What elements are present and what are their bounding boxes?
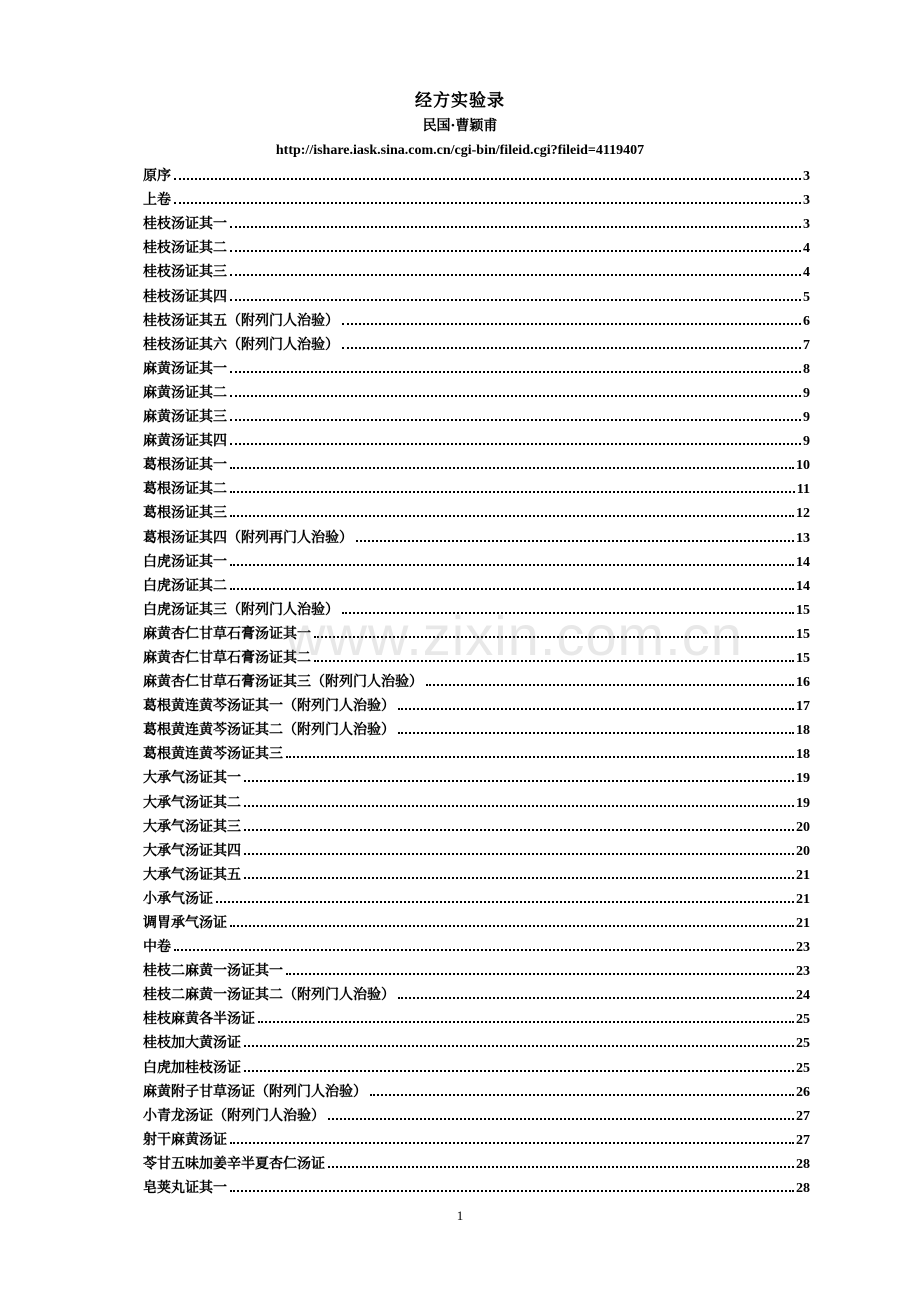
toc-entry[interactable] bbox=[143, 450, 810, 474]
toc-entry-page: 27 bbox=[796, 1108, 810, 1124]
toc-entry[interactable] bbox=[143, 402, 810, 426]
toc-leader-dots bbox=[244, 877, 794, 879]
toc-entry-page: 20 bbox=[796, 843, 810, 859]
toc-leader-dots bbox=[342, 323, 801, 325]
toc-entry-page: 13 bbox=[796, 530, 810, 546]
toc-entry-title: 大承气汤证其四 bbox=[143, 842, 241, 859]
toc-leader-dots bbox=[314, 636, 794, 638]
toc-entry-title: 麻黄汤证其四 bbox=[143, 433, 227, 450]
toc-leader-dots bbox=[230, 564, 794, 566]
toc-entry[interactable] bbox=[143, 932, 810, 956]
document-url[interactable]: http://ishare.iask.sina.com.cn/cgi-bin/fileid.cgi?fileid=4119407 bbox=[275, 143, 645, 158]
toc-leader-dots bbox=[230, 588, 794, 590]
toc-entry-title: 葛根汤证其二 bbox=[143, 481, 227, 498]
toc-entry[interactable] bbox=[143, 233, 810, 257]
toc-leader-dots bbox=[244, 1045, 794, 1047]
table-of-contents bbox=[143, 161, 810, 1197]
toc-entry-page: 15 bbox=[796, 626, 810, 642]
toc-entry-page: 14 bbox=[796, 578, 810, 594]
toc-entry[interactable] bbox=[143, 306, 810, 330]
toc-leader-dots bbox=[244, 829, 794, 831]
toc-leader-dots bbox=[230, 443, 801, 445]
toc-entry-title: 调胃承气汤证 bbox=[143, 915, 227, 931]
toc-entry[interactable] bbox=[143, 1004, 810, 1028]
toc-entry-page: 24 bbox=[796, 988, 810, 1004]
toc-entry-page: 21 bbox=[796, 916, 810, 931]
toc-entry[interactable] bbox=[143, 522, 810, 546]
toc-entry-page: 15 bbox=[796, 602, 810, 618]
toc-leader-dots bbox=[328, 1118, 794, 1120]
toc-leader-dots bbox=[230, 491, 795, 493]
toc-entry[interactable] bbox=[143, 1173, 810, 1197]
toc-entry-page: 25 bbox=[796, 1012, 810, 1028]
toc-entry-title: 桂枝二麻黄一汤证其二（附列门人治验） bbox=[143, 987, 395, 1004]
toc-leader-dots bbox=[174, 178, 801, 180]
toc-entry-title: 大承气汤证其三 bbox=[143, 818, 241, 835]
toc-entry[interactable] bbox=[143, 330, 810, 354]
toc-entry-page: 3 bbox=[803, 169, 810, 185]
toc-entry-page: 11 bbox=[796, 482, 810, 498]
toc-entry-page: 4 bbox=[803, 241, 810, 257]
toc-leader-dots bbox=[230, 419, 801, 421]
toc-entry-title: 白虎汤证其一 bbox=[143, 553, 227, 570]
toc-entry-title: 白虎汤证其二 bbox=[143, 577, 227, 594]
toc-leader-dots bbox=[244, 1070, 794, 1072]
toc-entry-page: 10 bbox=[796, 458, 810, 474]
toc-entry-title: 皂荚丸证其一 bbox=[143, 1180, 227, 1197]
toc-entry[interactable] bbox=[143, 1101, 810, 1125]
toc-entry-page: 17 bbox=[796, 699, 810, 715]
toc-entry-title: 大承气汤证其一 bbox=[143, 770, 241, 787]
toc-entry-title: 苓甘五味加姜辛半夏杏仁汤证 bbox=[143, 1155, 325, 1172]
toc-entry-title: 射干麻黄汤证 bbox=[143, 1131, 227, 1148]
toc-leader-dots bbox=[244, 805, 794, 807]
toc-leader-dots bbox=[328, 1166, 794, 1168]
toc-entry[interactable] bbox=[143, 980, 810, 1004]
toc-leader-dots bbox=[342, 347, 801, 349]
toc-entry[interactable] bbox=[143, 426, 810, 450]
toc-entry[interactable] bbox=[143, 643, 810, 667]
toc-leader-dots bbox=[230, 250, 801, 252]
toc-leader-dots bbox=[286, 973, 794, 975]
toc-entry-page: 27 bbox=[796, 1132, 810, 1148]
toc-entry-page: 28 bbox=[796, 1181, 810, 1197]
toc-entry-page: 15 bbox=[796, 650, 810, 666]
document-author: 民国·曹颖甫 bbox=[422, 118, 498, 134]
toc-entry[interactable] bbox=[143, 498, 810, 522]
toc-entry[interactable] bbox=[143, 185, 810, 209]
toc-entry-page: 9 bbox=[803, 434, 810, 450]
toc-entry[interactable] bbox=[143, 1125, 810, 1149]
toc-entry-title: 葛根汤证其一 bbox=[143, 457, 227, 474]
toc-entry[interactable] bbox=[143, 667, 810, 691]
toc-entry-page: 25 bbox=[796, 1036, 810, 1052]
toc-entry-page: 6 bbox=[803, 313, 810, 329]
toc-entry[interactable] bbox=[143, 1052, 810, 1076]
toc-entry-page: 25 bbox=[796, 1060, 810, 1076]
toc-entry-page: 3 bbox=[803, 193, 810, 209]
toc-entry[interactable] bbox=[143, 812, 810, 836]
toc-leader-dots bbox=[398, 997, 794, 999]
page-number: 1 bbox=[456, 1208, 464, 1223]
toc-entry-title: 桂枝汤证其二 bbox=[143, 240, 227, 257]
toc-leader-dots bbox=[244, 853, 794, 855]
toc-entry[interactable] bbox=[143, 161, 810, 185]
toc-entry-page: 23 bbox=[796, 964, 810, 980]
toc-entry[interactable] bbox=[143, 281, 810, 305]
toc-entry-title: 麻黄汤证其二 bbox=[143, 384, 227, 401]
toc-leader-dots bbox=[230, 1142, 794, 1144]
toc-leader-dots bbox=[230, 515, 794, 517]
toc-entry-title: 大承气汤证其五 bbox=[143, 866, 241, 883]
toc-entry-title: 桂枝汤证其六（附列门人治验） bbox=[143, 336, 339, 353]
toc-entry[interactable] bbox=[143, 474, 810, 498]
toc-entry-page: 5 bbox=[803, 289, 810, 305]
toc-entry-title: 麻黄杏仁甘草石膏汤证其一 bbox=[143, 625, 311, 642]
toc-entry-title: 葛根黄连黄芩汤证其二（附列门人治验） bbox=[143, 722, 395, 739]
toc-leader-dots bbox=[174, 949, 794, 951]
document-title: 经方实验录 bbox=[415, 91, 505, 111]
toc-entry[interactable] bbox=[143, 209, 810, 233]
toc-entry-page: 14 bbox=[796, 554, 810, 570]
toc-entry[interactable] bbox=[143, 715, 810, 739]
toc-entry-page: 18 bbox=[796, 723, 810, 739]
toc-leader-dots bbox=[230, 274, 801, 276]
toc-leader-dots bbox=[244, 780, 794, 782]
toc-leader-dots bbox=[230, 395, 801, 397]
toc-leader-dots bbox=[314, 660, 794, 662]
document-header bbox=[0, 90, 920, 162]
toc-entry-page: 4 bbox=[803, 265, 810, 281]
toc-entry-page: 26 bbox=[796, 1084, 810, 1100]
toc-entry[interactable] bbox=[143, 1077, 810, 1101]
toc-leader-dots bbox=[398, 732, 794, 734]
toc-entry[interactable] bbox=[143, 691, 810, 715]
toc-entry-page: 8 bbox=[803, 361, 810, 377]
toc-leader-dots bbox=[370, 1094, 794, 1096]
toc-leader-dots bbox=[230, 925, 794, 927]
toc-entry-title: 小青龙汤证（附列门人治验） bbox=[143, 1107, 325, 1124]
toc-entry-title: 白虎汤证其三（附列门人治验） bbox=[143, 601, 339, 618]
toc-entry[interactable] bbox=[143, 354, 810, 378]
toc-entry[interactable] bbox=[143, 595, 810, 619]
toc-entry-page: 20 bbox=[796, 819, 810, 835]
toc-leader-dots bbox=[342, 612, 794, 614]
toc-entry[interactable] bbox=[143, 956, 810, 980]
toc-entry-page: 7 bbox=[803, 337, 810, 353]
toc-entry[interactable] bbox=[143, 860, 810, 884]
toc-entry-page: 19 bbox=[796, 795, 810, 811]
toc-entry[interactable] bbox=[143, 257, 810, 281]
toc-leader-dots bbox=[230, 467, 794, 469]
toc-entry-title: 桂枝汤证其四 bbox=[143, 288, 227, 305]
toc-entry[interactable] bbox=[143, 1149, 810, 1173]
toc-leader-dots bbox=[230, 1190, 794, 1192]
toc-entry-page: 9 bbox=[803, 410, 810, 426]
toc-entry-title: 桂枝汤证其一 bbox=[143, 216, 227, 233]
toc-leader-dots bbox=[174, 202, 801, 204]
toc-entry-title: 葛根汤证其四（附列再门人治验） bbox=[143, 529, 353, 546]
toc-entry-title: 原序 bbox=[143, 168, 171, 185]
toc-entry-title: 中卷 bbox=[143, 939, 171, 956]
toc-entry-title: 麻黄附子甘草汤证（附列门人治验） bbox=[143, 1083, 367, 1100]
toc-entry[interactable] bbox=[143, 619, 810, 643]
toc-entry[interactable] bbox=[143, 571, 810, 595]
toc-entry-title: 麻黄杏仁甘草石膏汤证其二 bbox=[143, 649, 311, 666]
toc-entry-title: 桂枝二麻黄一汤证其一 bbox=[143, 963, 283, 980]
toc-entry-title: 上卷 bbox=[143, 192, 171, 209]
toc-entry-page: 23 bbox=[796, 940, 810, 956]
toc-entry-title: 葛根汤证其三 bbox=[143, 505, 227, 522]
toc-entry-page: 9 bbox=[803, 385, 810, 401]
toc-entry-title: 桂枝麻黄各半汤证 bbox=[143, 1011, 255, 1028]
toc-entry[interactable] bbox=[143, 378, 810, 402]
toc-entry-title: 桂枝汤证其三 bbox=[143, 264, 227, 281]
toc-entry-page: 28 bbox=[796, 1156, 810, 1172]
toc-leader-dots bbox=[230, 299, 801, 301]
toc-entry-title: 麻黄汤证其一 bbox=[143, 360, 227, 377]
toc-entry[interactable] bbox=[143, 763, 810, 787]
toc-leader-dots bbox=[398, 708, 794, 710]
toc-entry[interactable] bbox=[143, 739, 810, 763]
toc-leader-dots bbox=[230, 226, 801, 228]
toc-entry[interactable] bbox=[143, 836, 810, 860]
toc-entry-title: 葛根黄连黄芩汤证其一（附列门人治验） bbox=[143, 698, 395, 715]
toc-entry-page: 21 bbox=[796, 891, 810, 907]
toc-entry-page: 18 bbox=[796, 747, 810, 763]
toc-entry-title: 葛根黄连黄芩汤证其三 bbox=[143, 746, 283, 763]
toc-entry-title: 白虎加桂枝汤证 bbox=[143, 1059, 241, 1076]
toc-leader-dots bbox=[426, 684, 794, 686]
toc-leader-dots bbox=[356, 540, 794, 542]
toc-leader-dots bbox=[230, 371, 801, 373]
toc-entry-page: 21 bbox=[796, 867, 810, 883]
watermark: www.zixin.com.cn bbox=[285, 604, 743, 667]
toc-entry-page: 12 bbox=[796, 506, 810, 522]
toc-entry[interactable] bbox=[143, 787, 810, 811]
toc-leader-dots bbox=[286, 756, 794, 758]
toc-entry-page: 16 bbox=[796, 675, 810, 691]
toc-entry-title: 麻黄杏仁甘草石膏汤证其三（附列门人治验） bbox=[143, 674, 423, 691]
toc-entry[interactable] bbox=[143, 908, 810, 932]
toc-entry-title: 桂枝加大黄汤证 bbox=[143, 1035, 241, 1052]
toc-leader-dots bbox=[216, 901, 794, 903]
toc-entry-title: 小承气汤证 bbox=[143, 890, 213, 907]
toc-entry-title: 桂枝汤证其五（附列门人治验） bbox=[143, 312, 339, 329]
toc-entry-page: 3 bbox=[803, 217, 810, 233]
toc-entry-title: 大承气汤证其二 bbox=[143, 794, 241, 811]
toc-entry-title: 麻黄汤证其三 bbox=[143, 409, 227, 426]
toc-leader-dots bbox=[258, 1021, 794, 1023]
toc-entry[interactable] bbox=[143, 884, 810, 908]
toc-entry-page: 19 bbox=[796, 771, 810, 787]
toc-entry[interactable] bbox=[143, 1028, 810, 1052]
toc-entry[interactable] bbox=[143, 547, 810, 571]
